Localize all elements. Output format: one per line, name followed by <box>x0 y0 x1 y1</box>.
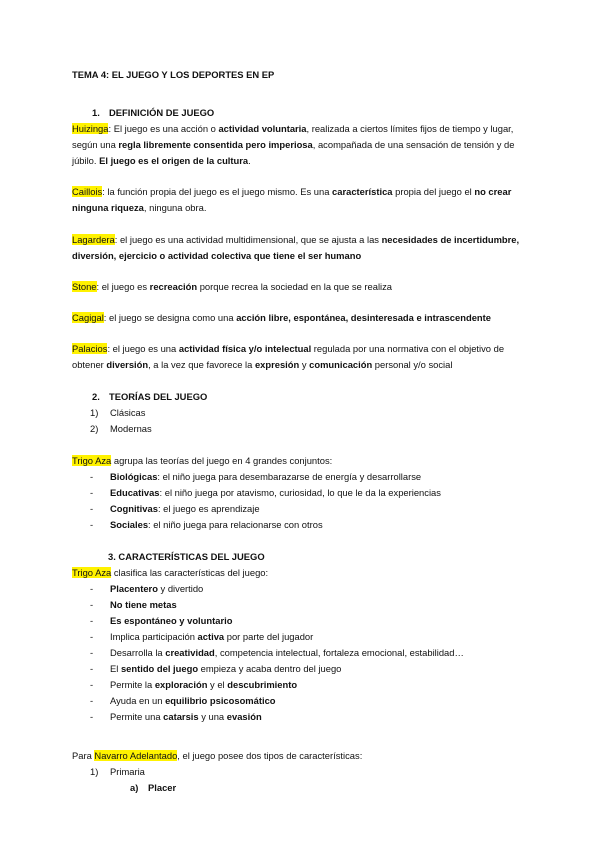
sub-list-item: a) Placer <box>130 782 177 793</box>
list-item: - Educativas: el niño juega por atavismo, curiosidad, lo que le da la experiencias <box>90 487 441 498</box>
section-1-heading <box>72 105 532 121</box>
trigo-characteristics-intro: Trigo Aza clasifica las características del juego: <box>72 567 269 578</box>
list-item: - No tiene metas <box>90 599 177 610</box>
list-item: - Desarrolla la creatividad, competencia intelectual, fortaleza emocional, estabilidad… <box>90 647 464 658</box>
list-item: 1) Primaria <box>90 766 145 777</box>
list-item: - Es espontáneo y voluntario <box>90 615 233 626</box>
navarro-list <box>72 764 532 780</box>
list-item: - Cognitivas: el juego es aprendizaje <box>90 503 260 514</box>
author-highlight: Palacios <box>72 343 108 354</box>
list-item: - Permite la exploración y el descubrimiento <box>90 679 298 690</box>
list-item: 1) Clásicas <box>90 407 146 418</box>
navarro-intro: Para Navarro Adelantado, el juego posee dos tipos de características: <box>72 750 363 761</box>
author-highlight: Huizinga <box>72 123 109 134</box>
author-highlight: Stone <box>72 281 97 292</box>
list-item: - Ayuda en un equilibrio psicosomático <box>90 695 276 706</box>
trigo-theories-intro: Trigo Aza agrupa las teorías del juego en 4 grandes conjuntos: <box>72 455 333 466</box>
def-lagardera: Lagardera: el juego es una actividad multidimensional, que se ajusta a las necesidades de incertidumbre, diversión, ejercicio o actividad colectiva que tiene el ser humano <box>72 234 520 261</box>
page-title: TEMA 4: EL JUEGO Y LOS DEPORTES EN EP <box>72 69 275 80</box>
section-3-heading: 3. CARACTERÍSTICAS DEL JUEGO <box>108 551 265 562</box>
section-label: TEORÍAS DEL JUEGO <box>109 391 208 402</box>
list-item: - Sociales: el niño juega para relacionarse con otros <box>90 519 323 530</box>
def-cagigal: Cagigal: el juego se designa como una acción libre, espontánea, desinteresada e intrascendente <box>72 312 491 323</box>
theories-list <box>72 405 532 437</box>
theories-bullets <box>72 469 532 533</box>
list-item: - Biológicas: el niño juega para desembarazarse de energía y desarrollarse <box>90 471 422 482</box>
list-item: - Implica participación activa por parte del jugador <box>90 631 314 642</box>
def-palacios: Palacios: el juego es una actividad física y/o intelectual regulada por una normativa con el objetivo de obtener diversión, a la vez que favorece la expresión y comunicación personal y/o social <box>72 343 505 370</box>
list-item: - Placentero y divertido <box>90 583 204 594</box>
section-number: 1. <box>92 107 100 118</box>
author-highlight: Cagigal <box>72 312 104 323</box>
author-highlight: Navarro Adelantado <box>94 750 178 761</box>
list-item: - El sentido del juego empieza y acaba dentro del juego <box>90 663 342 674</box>
list-item: 2) Modernas <box>90 423 152 434</box>
author-highlight: Trigo Aza <box>72 455 112 466</box>
def-stone: Stone: el juego es recreación porque recrea la sociedad en la que se realiza <box>72 281 393 292</box>
def-huizinga: Huizinga: El juego es una acción o actividad voluntaria, realizada a ciertos límites fijos de tiempo y lugar, según una regla libremente consentida pero imperiosa, acompañada de una sensación de tensión y de júbilo. El juego es el origen de la cultura. <box>72 123 515 166</box>
author-highlight: Caillois <box>72 186 103 197</box>
author-highlight: Trigo Aza <box>72 567 112 578</box>
author-highlight: Lagardera <box>72 234 115 245</box>
section-2-heading <box>72 389 532 405</box>
section-number: 2. <box>92 391 100 402</box>
characteristics-bullets <box>72 581 532 725</box>
list-item: - Permite una catarsis y una evasión <box>90 711 262 722</box>
def-caillois: Caillois: la función propia del juego es el juego mismo. Es una característica propia del juego el no crear ninguna riqueza, ninguna obra. <box>72 186 512 213</box>
section-label: DEFINICIÓN DE JUEGO <box>109 107 215 118</box>
document-page <box>72 67 532 796</box>
